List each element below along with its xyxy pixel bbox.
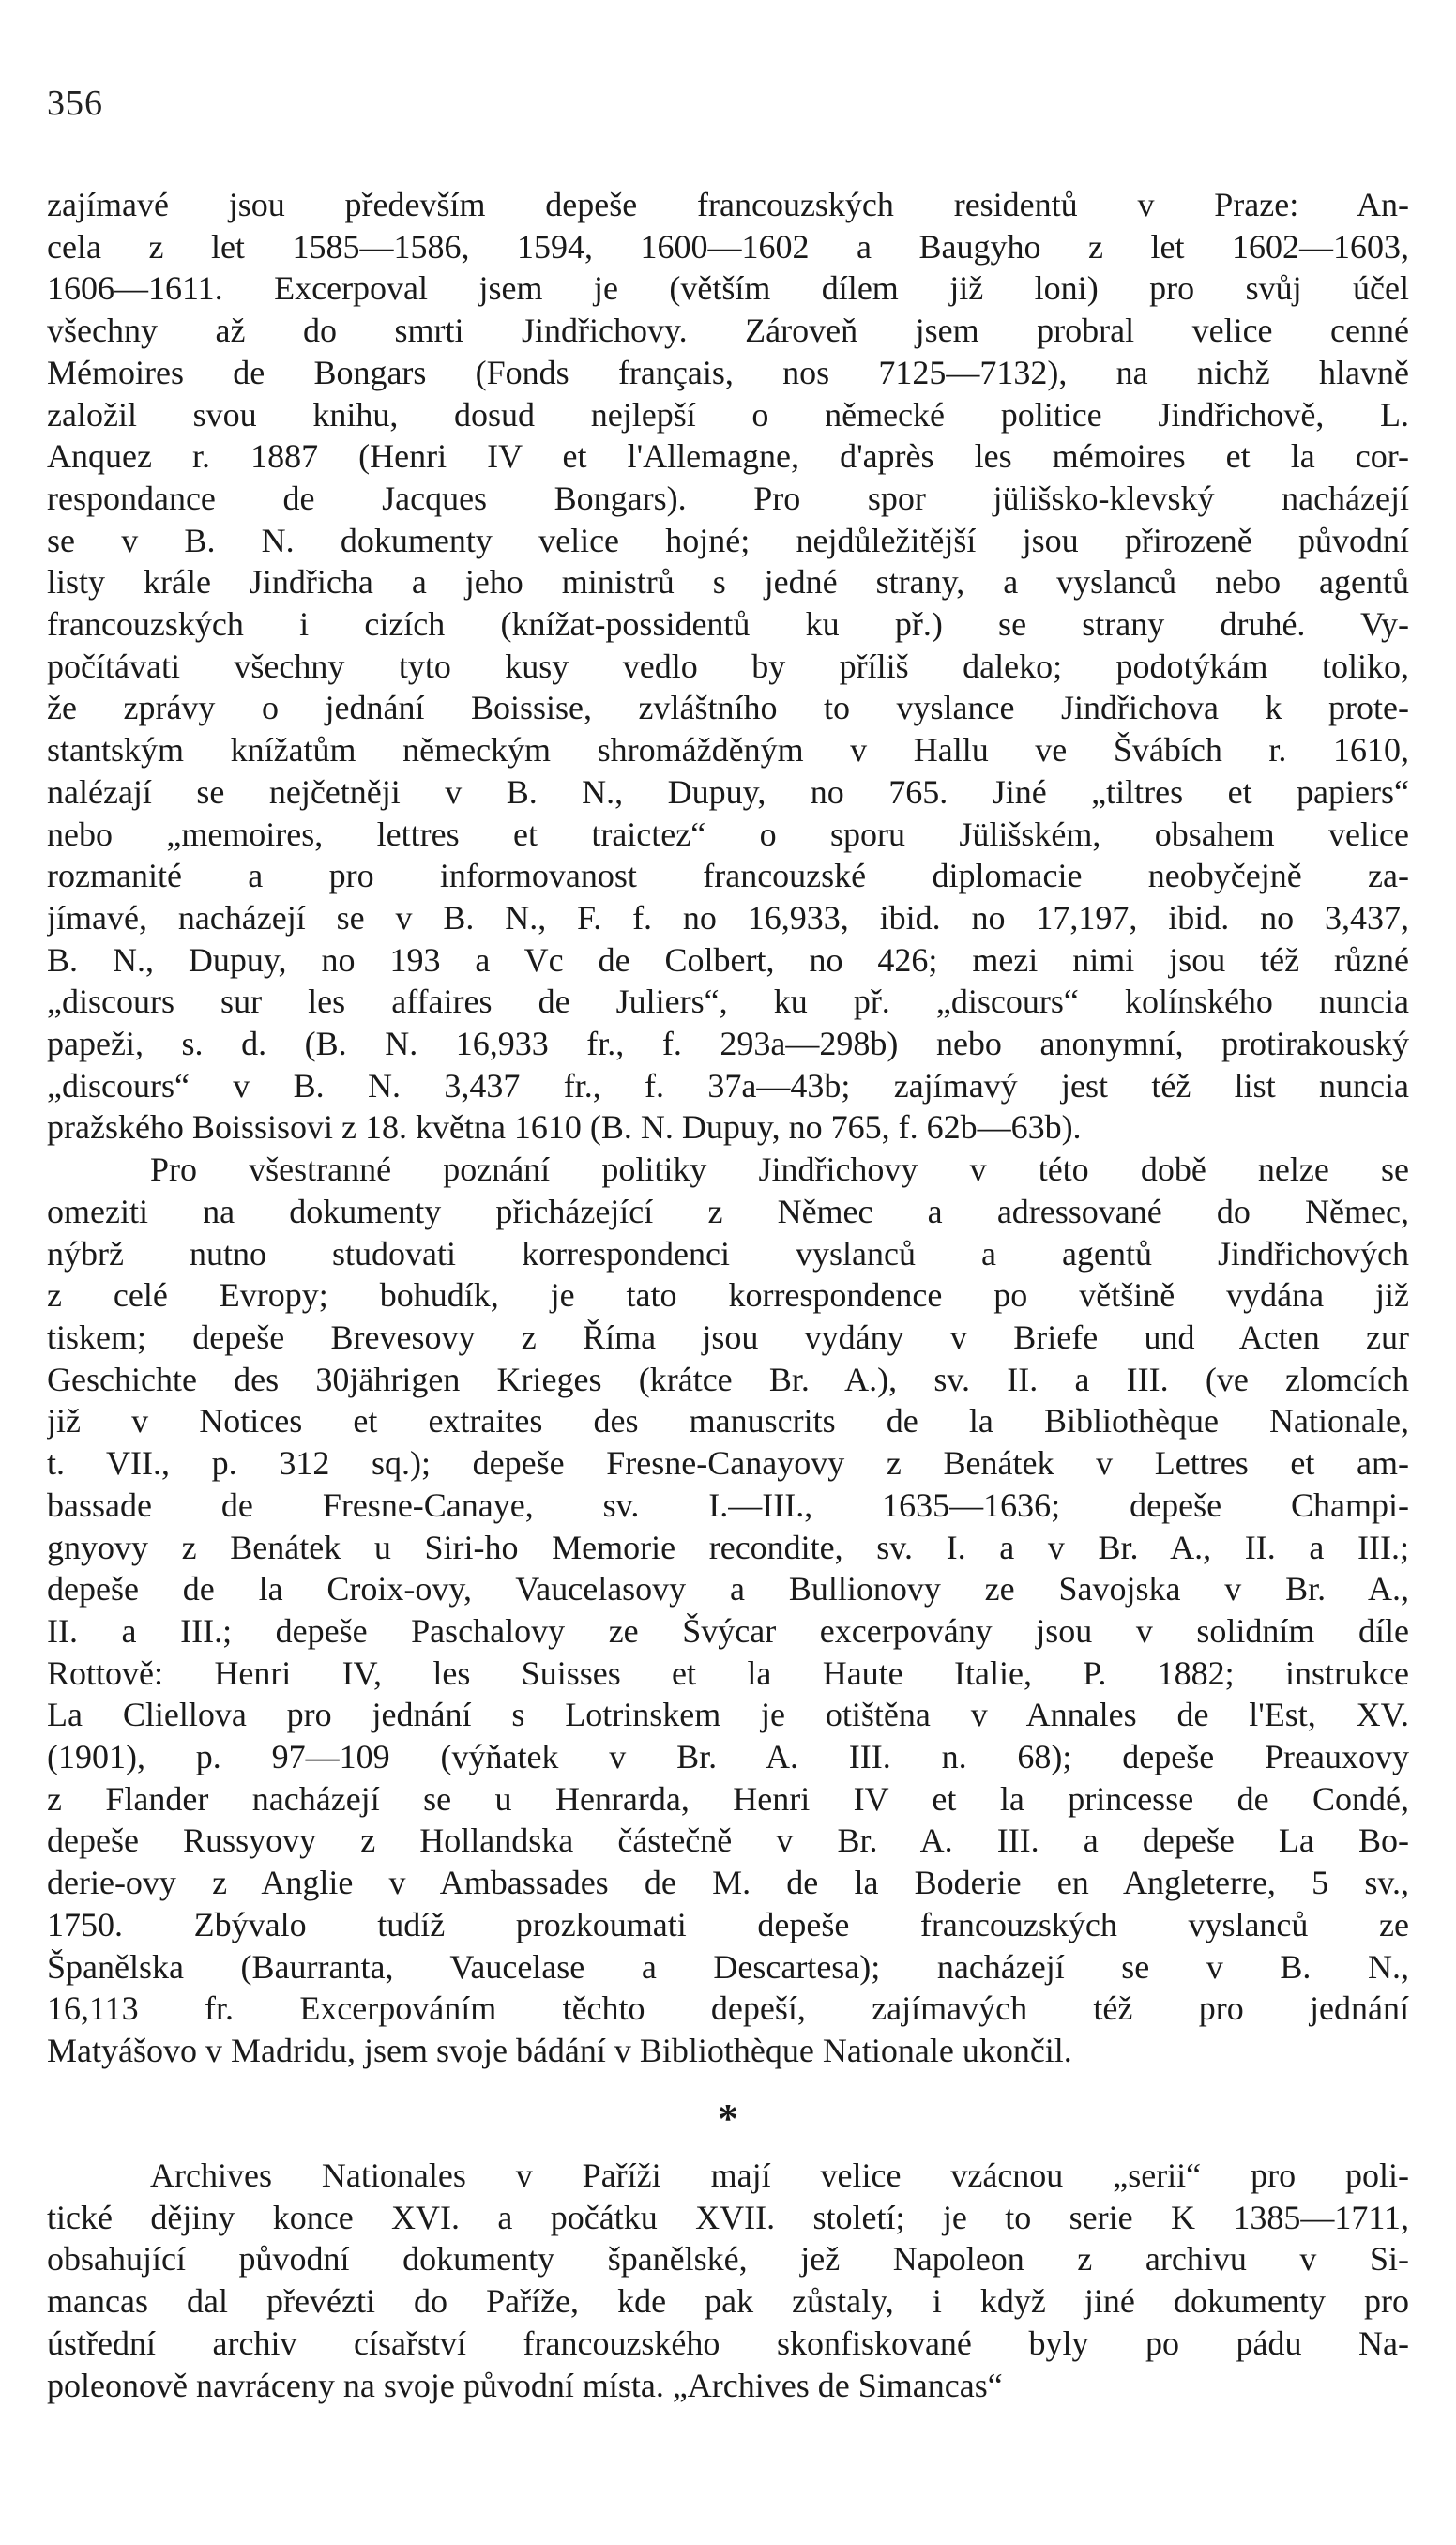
text-line: již v Notices et extraites des manuscrits de la Bibliothèque Nationale, [47, 1402, 1409, 1440]
text-line: Španělska (Baurranta, Vaucelase a Descartesa); nacházejí se v B. N., [47, 1947, 1409, 1986]
text-line: obsahující původní dokumenty španělské, jež Napoleon z archivu v Si- [47, 2240, 1409, 2278]
text-line: Rottově: Henri IV, les Suisses et la Haute Italie, P. 1882; instrukce [47, 1653, 1409, 1692]
text-line: nalézají se nejčetněji v B. N., Dupuy, no 765. Jiné „tiltres et papiers“ [47, 772, 1409, 811]
text-line: tiskem; depeše Brevesovy z Říma jsou vydány v Briefe und Acten zur [47, 1318, 1409, 1356]
text-line: se v B. N. dokumenty velice hojné; nejdůležitější jsou přirozeně původní [47, 521, 1409, 559]
text-line: listy krále Jindřicha a jeho ministrů s jedné strany, a vyslanců nebo agentů [47, 563, 1409, 602]
text-line: všechny až do smrti Jindřichovy. Zároveň jsem probral velice cenné [47, 312, 1409, 350]
text-line: rozmanité a pro informovanost francouzské diplomacie neobyčejně za- [47, 857, 1409, 895]
text-line: tické dějiny konce XVI. a počátku XVII. století; je to serie K 1385—1711, [47, 2198, 1409, 2236]
text-line: pražského Boissisovi z 18. května 1610 (B. N. Dupuy, no 765, f. 62b—63b). [47, 1108, 1082, 1147]
section-after-separator [47, 2095, 1409, 2406]
text-line: Mémoires de Bongars (Fonds français, nos 7125—7132), na nichž hlavně [47, 353, 1409, 391]
text-line: francouzských i cizích (knížat-possidentů ku př.) se strany druhé. Vy- [47, 605, 1409, 644]
text-line: depeše de la Croix-ovy, Vaucelasovy a Bullionovy ze Savojska v Br. A., [47, 1570, 1409, 1608]
text-line: derie-ovy z Anglie v Ambassades de M. de la Boderie en Angleterre, 5 sv., [47, 1864, 1409, 1902]
text-line: 1750. Zbývalo tudíž prozkoumati depeše francouzských vyslanců ze [47, 1905, 1409, 1943]
text-line: Anquez r. 1887 (Henri IV et l'Allemagne, d'après les mémoires et la cor- [47, 437, 1409, 476]
text-line: z celé Evropy; bohudík, je tato korrespondence po většině vydána již [47, 1276, 1409, 1315]
text-line: t. VII., p. 312 sq.); depeše Fresne-Canayovy z Benátek v Lettres et am- [47, 1444, 1409, 1483]
text-line: „discours sur les affaires de Juliers“, ku př. „discours“ kolínského nuncia [47, 983, 1409, 1021]
text-line: II. a III.; depeše Paschalovy ze Švýcar excerpovány jsou v solidním díle [47, 1611, 1409, 1650]
text-line: že zprávy o jednání Boissise, zvláštního to vyslance Jindřichova k prote- [47, 689, 1409, 727]
text-line: „discours“ v B. N. 3,437 fr., f. 37a—43b; zajímavý jest též list nuncia [47, 1066, 1409, 1105]
paragraph-1 [47, 184, 1409, 1149]
text-line: (1901), p. 97—109 (výňatek v Br. A. III. n. 68); depeše Preauxovy [47, 1738, 1409, 1776]
text-line: počítávati všechny tyto kusy vedlo by příliš daleko; podotýkám toliko, [47, 647, 1409, 685]
text-line: La Cliellova pro jednání s Lotrinskem je otištěna v Annales de l'Est, XV. [47, 1696, 1409, 1734]
section-separator: * [718, 2095, 738, 2141]
text-line: omeziti na dokumenty přicházející z Němec a adressované do Němec, [47, 1192, 1409, 1230]
text-line: mancas dal převézti do Paříže, kde pak zůstaly, i když jiné dokumenty pro [47, 2282, 1409, 2321]
text-line: zajímavé jsou především depeše francouzských residentů v Praze: An- [47, 186, 1409, 223]
text-line: Pro všestranné poznání politiky Jindřichovy v této době nelze se [150, 1151, 1409, 1189]
text-line: B. N., Dupuy, no 193 a Vc de Colbert, no 426; mezi nimi jsou též různé [47, 940, 1409, 979]
text-line: depeše Russyovy z Hollandska částečně v Br. A. III. a depeše La Bo- [47, 1821, 1409, 1860]
paragraph-2 [47, 1149, 1409, 2071]
paragraph-3 [47, 2155, 1409, 2406]
page-number: 356 [47, 84, 103, 123]
text-line: Geschichte des 30jährigen Krieges (krátce Br. A.), sv. II. a III. (ve zlomcích [47, 1360, 1409, 1398]
text-line: založil svou knihu, dosud nejlepší o německé politice Jindřichově, L. [47, 395, 1409, 434]
text-line: papeži, s. d. (B. N. 16,933 fr., f. 293a—298b) nebo anonymní, protirakouský [47, 1025, 1409, 1063]
text-line: gnyovy z Benátek u Siri-ho Memorie recondite, sv. I. a v Br. A., II. a III.; [47, 1528, 1409, 1566]
text-line: respondance de Jacques Bongars). Pro spor jülišsko-klevský nacházejí [47, 479, 1409, 517]
text-line: poleonově navráceny na svoje původní místa. „Archives de Simancas“ [47, 2366, 1003, 2404]
text-line: Matyášovo v Madridu, jsem svoje bádání v Bibliothèque Nationale ukončil. [47, 2031, 1072, 2069]
text-line: cela z let 1585—1586, 1594, 1600—1602 a Baugyho z let 1602—1603, [47, 227, 1409, 266]
text-line: Archives Nationales v Paříži mají velice vzácnou „serii“ pro poli- [150, 2156, 1409, 2194]
text-line: z Flander nacházejí se u Henrarda, Henri IV et la princesse de Condé, [47, 1779, 1409, 1818]
text-line: 16,113 fr. Excerpováním těchto depeší, zajímavých též pro jednání [47, 1989, 1409, 2028]
text-line: 1606—1611. Excerpoval jsem je (větším dílem již loni) pro svůj účel [47, 269, 1409, 308]
text-line: ústřední archiv císařství francouzského skonfiskované byly po pádu Na- [47, 2324, 1409, 2362]
main-text [47, 184, 1409, 2072]
text-line: jímavé, nacházejí se v B. N., F. f. no 16,933, ibid. no 17,197, ibid. no 3,437, [47, 898, 1409, 937]
text-line: nýbrž nutno studovati korrespondenci vyslanců a agentů Jindřichových [47, 1234, 1409, 1272]
text-line: nebo „memoires, lettres et traictez“ o sporu Jülišském, obsahem velice [47, 815, 1409, 853]
text-line: bassade de Fresne-Canaye, sv. I.—III., 1635—1636; depeše Champi- [47, 1486, 1409, 1524]
text-line: stantským knížatům německým shromážděným v Hallu ve Švábích r. 1610, [47, 731, 1409, 770]
